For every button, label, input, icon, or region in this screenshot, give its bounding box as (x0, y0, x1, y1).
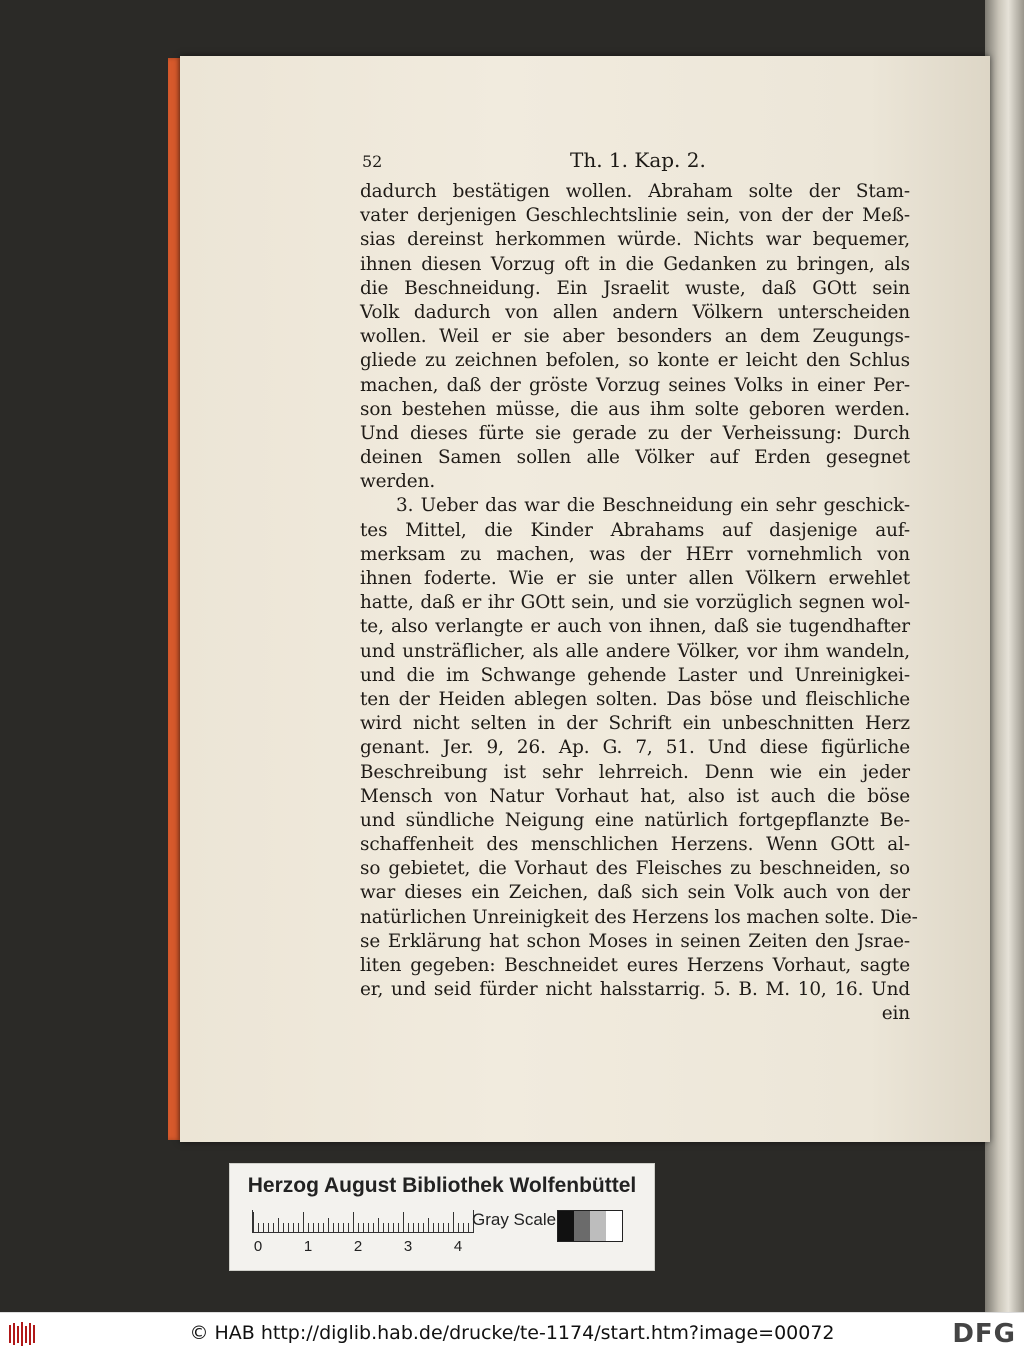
ruler-tick (323, 1223, 324, 1232)
ruler-tick (423, 1223, 424, 1232)
ruler-tick (393, 1223, 394, 1232)
library-name: Herzog August Bibliothek Wolfenbüttel (247, 1174, 637, 1197)
text-line: gliede zu zeichnen befolen, so konte er leicht den Schlus (360, 350, 910, 372)
ruler-tick (433, 1223, 434, 1232)
page-number: 52 (362, 152, 383, 171)
text-line: wollen. Weil er sie aber besonders an dem Zeugungs- (360, 326, 910, 348)
text-line: wird nicht selten in der Schrift ein unbeschnitten Herz (360, 713, 910, 735)
text-line: schaffenheit des menschlichen Herzens. Wenn GOtt al- (360, 834, 910, 856)
text-line: liten gegeben: Beschneidet eures Herzens Vorhaut, sagte (360, 955, 910, 976)
text-line: Mensch von Natur Vorhaut hat, also ist auch die böse (360, 785, 910, 807)
text-line: und unsträflicher, als alle andere Völker, vor ihm wandeln, (360, 640, 910, 662)
running-head: Th. 1. Kap. 2. (570, 148, 706, 172)
ruler-tick (298, 1223, 299, 1232)
adjacent-page-edge (985, 0, 1024, 1312)
ruler-tick (453, 1212, 454, 1232)
scale-number: 2 (353, 1238, 363, 1255)
ruler-tick (363, 1223, 364, 1232)
text-line: und die im Schwange gehende Laster und Unreinigkei- (360, 664, 910, 686)
ruler-tick (398, 1223, 399, 1232)
ruler-tick (293, 1223, 294, 1232)
body-text (360, 180, 918, 1027)
ruler-tick (288, 1223, 289, 1232)
ruler-tick (278, 1218, 279, 1232)
text-line: werden. (360, 471, 436, 493)
gray-swatch-cell (590, 1211, 606, 1241)
ruler-tick (358, 1223, 359, 1232)
ruler-tick (273, 1223, 274, 1232)
ruler-tick (458, 1223, 459, 1232)
footer-bar (0, 1312, 1024, 1353)
scale-number: 1 (303, 1238, 313, 1255)
ruler-tick (378, 1218, 379, 1232)
text-line: vater derjenigen Geschlechtslinie sein, von der der Meß- (360, 205, 910, 227)
library-label (229, 1163, 655, 1271)
ruler-tick (438, 1223, 439, 1232)
gray-scale-swatch (557, 1210, 623, 1242)
text-line: hatte, daß er ihr GOtt sein, und sie vorzüglich segnen wol- (360, 592, 910, 614)
text-line: merksam zu machen, was der HErr vornehmlich von (360, 543, 910, 565)
ruler-tick (338, 1223, 339, 1232)
scale-number: 4 (453, 1238, 463, 1255)
text-line: war dieses ein Zeichen, daß sich sein Volk auch von der (360, 882, 910, 904)
text-line: genant. Jer. 9, 26. Ap. G. 7, 51. Und diese figürliche (360, 737, 910, 759)
ruler-tick (368, 1223, 369, 1232)
text-line: te, also verlangte er auch von ihnen, daß sie tugendhafter (360, 616, 910, 638)
ruler-tick (403, 1212, 404, 1232)
text-line: ihnen diesen Vorzug oft in die Gedanken zu bringen, als (360, 253, 910, 275)
text-line: tes Mittel, die Kinder Abrahams auf dasjenige auf- (360, 519, 910, 541)
ruler-tick (258, 1223, 259, 1232)
copyright-url[interactable]: © HAB http://diglib.hab.de/drucke/te-1174/start.htm?image=00072 (189, 1322, 835, 1344)
text-line: er, und seid fürder nicht halsstarrig. 5. B. M. 10, 16. Und (360, 979, 910, 1001)
ruler-tick (303, 1212, 304, 1232)
text-line: ein (881, 1003, 910, 1025)
text-line: und sündliche Neigung eine natürlich fortgepflanzte Be- (360, 809, 910, 831)
gray-scale-label: Gray Scale (472, 1210, 557, 1229)
text-line: Beschreibung ist sehr lehrreich. Denn wie ein jeder (360, 761, 910, 783)
text-line: sias dereinst herkommen würde. Nichts war bequemer, (360, 229, 910, 251)
ruler-tick (418, 1223, 419, 1232)
ruler-tick (373, 1223, 374, 1232)
ruler-tick (343, 1223, 344, 1232)
gray-swatch-cell (574, 1211, 590, 1241)
ruler-tick (348, 1223, 349, 1232)
ruler-tick (283, 1223, 284, 1232)
ruler-tick (313, 1223, 314, 1232)
text-line: se Erklärung hat schon Moses in seinen Zeiten den Jsrae- (360, 930, 910, 952)
dfg-logo: DFG (952, 1319, 1016, 1349)
scale-numbers (252, 1238, 472, 1258)
text-line: Volk dadurch von allen andern Völkern unterscheiden (360, 301, 910, 323)
ruler-tick (268, 1223, 269, 1232)
ruler-tick (463, 1223, 464, 1232)
ruler-tick (413, 1223, 414, 1232)
text-line: son bestehen müsse, die aus ihm solte geboren werden. (360, 398, 910, 420)
ruler-tick (383, 1223, 384, 1232)
text-line: so gebietet, die Vorhaut des Fleisches zu beschneiden, so (360, 858, 910, 880)
ruler-tick (428, 1218, 429, 1232)
text-line: ten der Heiden ablegen solten. Das böse und fleischliche (360, 688, 910, 710)
text-line: dadurch bestätigen wollen. Abraham solte der Stam- (360, 181, 910, 202)
ruler-tick (408, 1223, 409, 1232)
ruler-tick (253, 1212, 254, 1232)
scale-ruler (252, 1210, 474, 1233)
gray-swatch-cell (606, 1211, 622, 1241)
ruler-tick (333, 1223, 334, 1232)
ruler-tick (468, 1223, 469, 1232)
text-line: 3. Ueber das war die Beschneidung ein sehr geschick- (396, 495, 910, 517)
ruler-tick (328, 1218, 329, 1232)
scale-number: 3 (403, 1238, 413, 1255)
ruler-tick (353, 1212, 354, 1232)
ruler-tick (308, 1223, 309, 1232)
text-line: ihnen foderte. Wie er sie unter allen Völkern erwehlet (360, 568, 910, 589)
text-line: machen, daß der gröste Vorzug seines Volks in einer Per- (360, 374, 910, 396)
ruler-tick (318, 1223, 319, 1232)
text-line: natürlichen Unreinigkeit des Herzens los machen solte. Die- (360, 906, 918, 928)
gray-swatch-cell (558, 1211, 574, 1241)
ruler-tick (388, 1223, 389, 1232)
scale-number: 0 (253, 1238, 263, 1255)
text-line: Und dieses fürte sie gerade zu der Verheissung: Durch (360, 422, 910, 444)
ruler-tick (263, 1223, 264, 1232)
text-line: deinen Samen sollen alle Völker auf Erden gesegnet (360, 447, 910, 469)
ruler-tick (443, 1223, 444, 1232)
text-line: die Beschneidung. Ein Jsraelit wuste, daß GOtt sein (360, 277, 910, 299)
ruler-tick (448, 1223, 449, 1232)
